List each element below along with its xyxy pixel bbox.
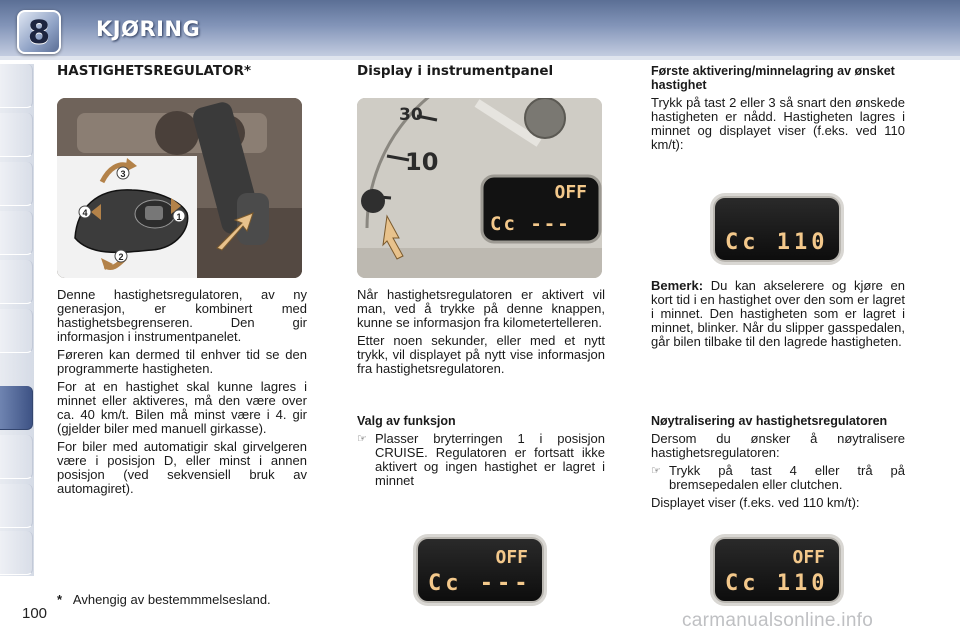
display-off-no-speed [416, 537, 544, 603]
chapter-tab[interactable] [0, 309, 33, 353]
callout-3: 3 [120, 169, 126, 179]
middle-column-body [357, 288, 605, 380]
chapter-tab[interactable] [0, 260, 33, 304]
chapter-tab[interactable] [0, 162, 33, 206]
chapter-number: 8 [27, 13, 51, 51]
chapter-tab[interactable] [0, 211, 33, 255]
display-top-text: OFF [495, 547, 528, 568]
callout-2: 2 [118, 252, 124, 262]
paragraph: Føreren kan dermed til enhver tid se den programmerte hastigheten. [57, 347, 307, 376]
paragraph: For at en hastighet skal kunne lagres i minnet eller aktiveres, må den være over ca. 40 km/t. Bilen må minst være i 4. gir (gjelder biler med manuell girkasse). [57, 379, 307, 436]
display-top-text: OFF [792, 547, 825, 568]
display-top-text: OFF [554, 182, 587, 203]
subsection-title: Nøytralisering av hastighetsregulatoren [651, 414, 888, 428]
cruise-control-stalk-photo [57, 98, 302, 278]
gauge-label-30: 30 [399, 105, 423, 125]
paragraph: Når hastighetsregulatoren er aktivert vil man, ved å trykke på denne knappen, kunne se informasjon fra kilometertelleren. [357, 287, 605, 330]
paragraph: Displayet viser (f.eks. ved 110 km/t): [651, 495, 860, 510]
chapter-number-badge [17, 10, 61, 54]
chapter-tab[interactable] [0, 484, 33, 528]
gauge-label-10: 10 [405, 148, 439, 176]
left-column [57, 64, 307, 78]
paragraph: Dersom du ønsker å nøytralisere hastighetsregulatoren: [651, 431, 905, 460]
footnote-symbol: * [57, 592, 63, 607]
bullet-item [651, 464, 905, 496]
function-selection [357, 414, 605, 492]
right-column [651, 64, 905, 156]
instrument-panel-photo [357, 98, 602, 278]
subsection-title: Første aktivering/minnelagring av ønsket hastighet [651, 64, 895, 92]
pointer-icon: ☞ [651, 465, 661, 477]
display-bottom-text: Cc --- [428, 571, 532, 596]
paragraph: Trykk på tast 2 eller 3 så snart den ønskede hastigheten er nådd. Hastigheten lagres i minnet og displayet viser (f.eks. ved 110 km/t): [651, 95, 905, 152]
stalk-illustration [57, 98, 302, 278]
chapter-tab[interactable] [0, 435, 33, 479]
section-title: HASTIGHETSREGULATOR* [57, 63, 252, 79]
chapter-tabs [0, 64, 34, 576]
chapter-tab[interactable] [0, 113, 33, 157]
callout-4: 4 [82, 208, 88, 218]
watermark: carmanualsonline.info [682, 610, 874, 631]
footnote [57, 592, 271, 607]
display-speed-stored [713, 196, 841, 262]
chapter-tab[interactable] [0, 531, 33, 575]
note-block [651, 279, 905, 353]
display-bottom-text: Cc 110 [725, 571, 829, 596]
header-divider [0, 56, 960, 60]
paragraph: For biler med automatigir skal girvelgeren være i posisjon D, eller minst i annen posisjon (ved sekvensiell bruk av automagiret). [57, 439, 307, 496]
section-title: Display i instrumentpanel [357, 63, 554, 79]
display-off-speed-stored [713, 537, 841, 603]
instrument-illustration [357, 98, 602, 278]
paragraph: Denne hastighetsregulatoren, av ny generasjon, er kombinert med hastighetsbegrenseren. Den gir informasjon i instrumentpanelet. [57, 287, 307, 344]
display-bottom-text: Cc 110 [725, 230, 829, 255]
bullet-text: Trykk på tast 4 eller trå på bremsepedalen eller clutchen. [669, 463, 905, 492]
bullet-text: Plasser bryterringen 1 i posisjon CRUISE. Regulatoren er fortsatt ikke aktivert og ingen hastighet er lagret i minnet [375, 431, 605, 488]
left-column-body [57, 288, 307, 500]
chapter-tab[interactable] [0, 64, 33, 108]
paragraph: Etter noen sekunder, eller med et nytt trykk, vil displayet på nytt vise informasjon fra hastighetsregulatoren. [357, 333, 605, 376]
chapter-title: KJØRING [96, 17, 201, 41]
pointer-icon: ☞ [357, 433, 367, 445]
note-text: Du kan akselerere og kjøre en kort tid i en hastighet over den som er lagret i minnet. Den hastigheten som er lagret i minnet, blinker. Når du slipper gasspedalen, går bilen tilbake til den lagrede hastigheten. [651, 278, 905, 349]
middle-column [357, 64, 605, 78]
page-number: 100 [22, 605, 48, 622]
bullet-item [357, 432, 605, 492]
note-label: Bemerk: [651, 278, 704, 293]
callout-1: 1 [176, 212, 182, 222]
footnote-text: Avhengig av bestemmmelsesland. [72, 592, 271, 607]
chapter-tab-active[interactable] [0, 386, 33, 430]
subsection-title: Valg av funksjon [357, 414, 456, 428]
display-bottom-text: Cc --- [490, 213, 571, 235]
neutralisation-block [651, 414, 905, 514]
